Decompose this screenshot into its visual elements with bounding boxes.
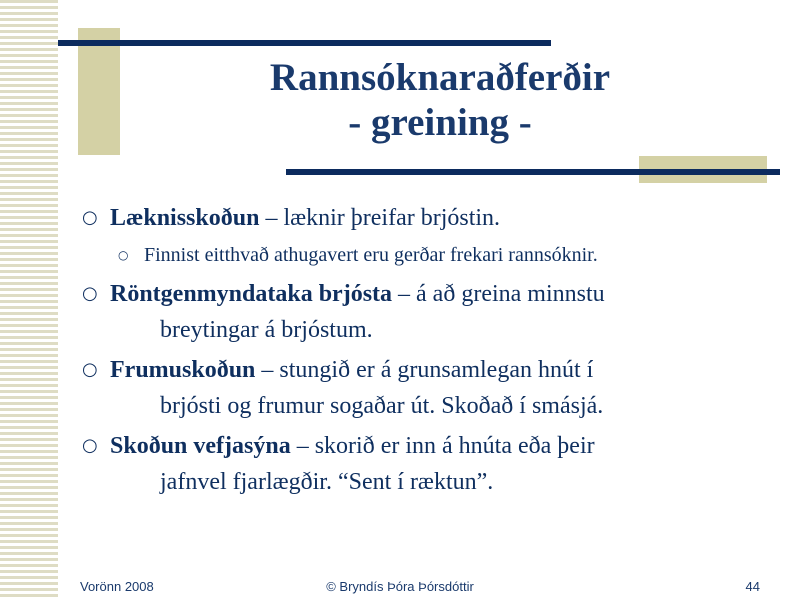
decorative-bar-top — [58, 40, 551, 46]
bullet-continuation: brjósti og frumur sogaðar út. Skoðað í smásjá. — [160, 393, 604, 419]
hollow-circle-icon: ○ — [82, 359, 98, 380]
footer-page-number: 44 — [745, 579, 760, 594]
bullet-item-2 — [80, 276, 780, 348]
bullet-lead: Skoðun vefjasýna — [110, 433, 291, 459]
bullet-lead: Frumuskoðun — [110, 357, 256, 383]
sub-bullet-item-1 — [80, 240, 780, 270]
bullet-text: – skorið er inn á hnúta eða þeir — [290, 433, 595, 459]
bullet-text: – á að greina minnstu — [392, 281, 605, 307]
decorative-bar-bottom — [286, 169, 780, 175]
decorative-block-left — [78, 28, 120, 155]
bullet-item-4 — [80, 428, 780, 500]
hollow-circle-icon: ○ — [82, 435, 98, 456]
slide-title — [120, 55, 760, 145]
bullet-text: – læknir þreifar brjóstin. — [259, 205, 501, 231]
hollow-circle-icon: ○ — [118, 248, 129, 262]
bullet-lead: Læknisskoðun — [110, 205, 260, 231]
hollow-circle-icon: ○ — [82, 283, 98, 304]
hollow-circle-icon: ○ — [82, 207, 98, 228]
footer-author: © Bryndís Þóra Þórsdóttir — [326, 579, 474, 594]
title-line-1: Rannsóknaraðferðir — [269, 56, 611, 99]
bullet-item-1 — [80, 200, 780, 236]
bullet-continuation: jafnvel fjarlægðir. “Sent í ræktun”. — [160, 469, 494, 495]
bullet-item-3 — [80, 352, 780, 424]
slide-content — [80, 200, 780, 504]
bullet-text: – stungið er á grunsamlegan hnút í — [255, 357, 594, 383]
bullet-continuation: breytingar á brjóstum. — [160, 317, 373, 343]
footer-semester: Vorönn 2008 — [80, 579, 154, 594]
title-line-2: - greining - — [348, 101, 532, 144]
decorative-stripes — [0, 0, 58, 600]
bullet-lead: Röntgenmyndataka brjósta — [110, 281, 393, 307]
sub-bullet-text: Finnist eitthvað athugavert eru gerðar frekari rannsóknir. — [144, 244, 598, 266]
